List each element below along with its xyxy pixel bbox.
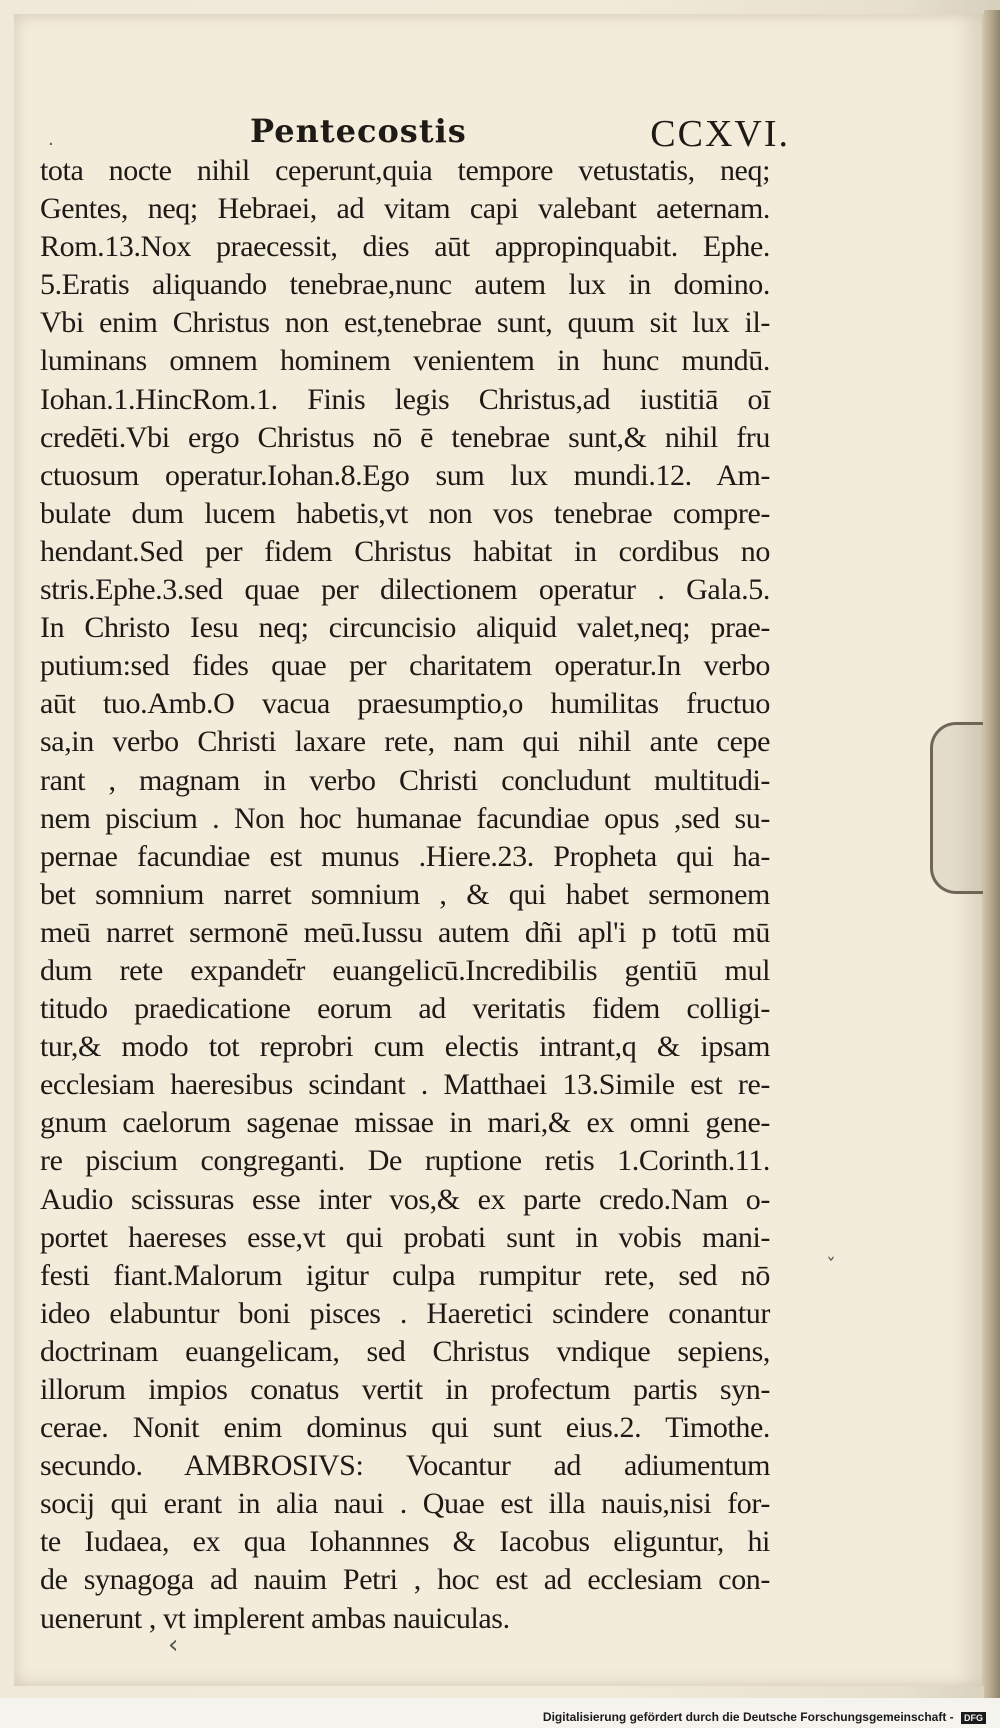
text-line: doctrinam euangelicam, sed Christus vndique sepiens, [40, 1334, 770, 1368]
text-line: meū narret sermonē meū.Iussu autem dñi apl'i p totū mū [40, 915, 770, 949]
text-line: nem piscium . Non hoc humanae facundiae opus ,sed su- [40, 801, 770, 835]
text-line: In Christo Iesu neq; circuncisio aliquid valet,neq; prae- [40, 611, 770, 645]
text-line: tota nocte nihil ceperunt,quia tempore vetustatis, neq; [40, 154, 770, 187]
text-line: gnum caelorum sagenae missae in mari,& ex omni gene- [40, 1106, 770, 1140]
ink-mark: ˇ [826, 1254, 836, 1278]
clasp-tab [930, 722, 983, 894]
text-line: te Iudaea, ex qua Iohannnes & Iacobus eliguntur, hi [40, 1525, 770, 1559]
text-line: sa,in verbo Christi laxare rete, nam qui nihil ante cepe [40, 725, 770, 759]
text-line: dum rete expandet̄r euangelicū.Incredibilis gentiū mul [40, 953, 770, 987]
text-line: cerae. Nonit enim dominus qui sunt eius.2. Timothe. [40, 1411, 770, 1445]
text-line: bulate dum lucem habetis,vt non vos tenebrae compre- [40, 496, 770, 530]
text-line: ecclesiam haeresibus scindant . Matthaei 13.Simile est re- [40, 1068, 770, 1102]
text-line: bet somnium narret somnium , & qui habet sermonem [40, 877, 770, 911]
credit-text: Digitalisierung gefördert durch die Deutsche Forschungsgemeinschaft - [542, 1710, 954, 1724]
text-line: de synagoga ad nauim Petri , hoc est ad ecclesiam con- [40, 1563, 770, 1597]
text-line: Gentes, neq; Hebraei, ad vitam capi valebant aeternam. [40, 192, 770, 226]
text-line: ctuosum operatur.Iohan.8.Ego sum lux mundi.12. Am- [40, 458, 770, 492]
dfg-logo: DFG [961, 1712, 986, 1724]
text-line: stris.Ephe.3.sed quae per dilectionem operatur . Gala.5. [40, 573, 770, 607]
text-line: rant , magnam in verbo Christi concludunt multitudi- [40, 763, 770, 797]
text-line: Vbi enim Christus non est,tenebrae sunt, quum sit lux il- [40, 306, 770, 340]
text-line: putium:sed fides quae per charitatem operatur.In verbo [40, 649, 770, 683]
page-edge [984, 10, 1000, 1700]
body-text [40, 152, 770, 1638]
text-line: illorum impios conatus vertit in profectum partis syn- [40, 1373, 770, 1406]
text-line: uenerunt , vt implerent ambas nauiculas. [40, 1601, 510, 1635]
text-line: secundo. AMBROSIVS: Vocantur ad adiumentum [40, 1449, 770, 1483]
text-line: aūt tuo.Amb.O vacua praesumptio,o humilitas fructuo [40, 687, 770, 721]
text-line: socij qui erant in alia naui . Quae est illa nauis,nisi for- [40, 1487, 770, 1521]
text-line: 5.Eratis aliquando tenebrae,nunc autem lux in domino. [40, 268, 770, 302]
text-line: credēti.Vbi ergo Christus nō ē tenebrae sunt,& nihil fru [40, 420, 770, 454]
text-line: portet haereses esse,vt qui probati sunt in vobis mani- [40, 1220, 770, 1254]
text-line: Audio scissuras esse inter vos,& ex parte credo.Nam o- [40, 1182, 770, 1216]
text-line: re piscium congreganti. De ruptione retis 1.Corinth.11. [40, 1144, 770, 1178]
text-line: hendant.Sed per fidem Christus habitat in cordibus no [40, 534, 770, 568]
ink-mark: · [48, 134, 54, 155]
digitization-credit [543, 1710, 986, 1724]
text-line: luminans omnem hominem venientem in hunc mundū. [40, 344, 770, 378]
text-line: titudo praedicatione eorum ad veritatis fidem colligi- [40, 992, 770, 1026]
text-line: festi fiant.Malorum igitur culpa rumpitur rete, sed nō [40, 1258, 770, 1292]
text-line: tur,& modo tot reprobri cum electis intrant,q & ipsam [40, 1030, 770, 1064]
text-line: ideo elabuntur boni pisces . Haeretici scindere conantur [40, 1296, 770, 1330]
text-line: Iohan.1.HincRom.1. Finis legis Christus,ad iustitiā oī [40, 382, 770, 416]
page-title: Pentecostis [250, 112, 467, 150]
ink-mark: ‹ [168, 1630, 179, 1660]
folio-number: CCXVI. [650, 113, 790, 155]
text-line: pernae facundiae est munus .Hiere.23. Propheta qui ha- [40, 839, 770, 873]
text-line: Rom.13.Nox praecessit, dies aūt appropinquabit. Ephe. [40, 230, 770, 264]
